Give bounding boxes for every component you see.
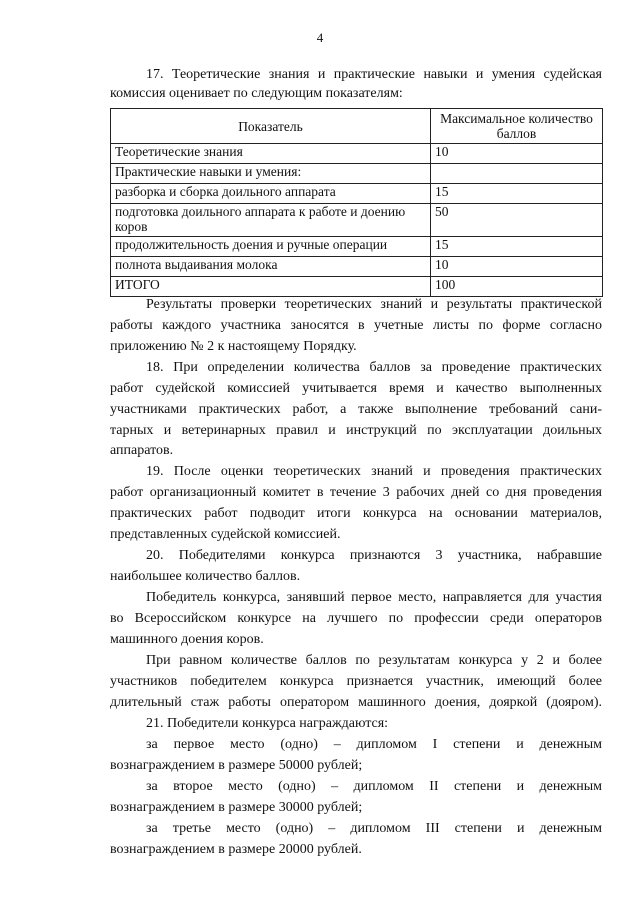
page-number: 4	[316, 30, 324, 45]
body-line: вознаграждением в размере 30000 рублей;	[110, 800, 363, 815]
indicator-cell: продолжительность доения и ручные операции	[111, 237, 431, 257]
table-row	[111, 257, 603, 277]
body-line: 21. Победители конкурса награждаются:	[146, 716, 389, 731]
indicator-cell: подготовка доильного аппарата к работе и доению коров	[111, 204, 431, 237]
table-row	[111, 164, 603, 184]
body-line: практических работ подводит итоги конкурса на основании материалов,	[110, 506, 602, 521]
body-line: тарных и ветеринарных правил и инструкций по эксплуатации доильных	[110, 423, 602, 438]
body-line: за второе место (одно) – дипломом II степени и денежным	[146, 779, 602, 794]
score-cell	[431, 164, 603, 184]
body-line: во Всероссийском конкурсе на лучшего по профессии среди операторов	[110, 611, 602, 626]
table-row	[111, 237, 603, 257]
body-line: Результаты проверки теоретических знаний и результаты практической	[146, 297, 602, 312]
table-row	[111, 204, 603, 237]
body-line: При равном количестве баллов по результатам конкурса у 2 и более	[146, 653, 602, 668]
table-row	[111, 277, 603, 297]
indicator-cell: Практические навыки и умения:	[111, 164, 431, 184]
intro-line: комиссия оценивает по следующим показателям:	[110, 86, 403, 101]
body-line: за третье место (одно) – дипломом III степени и денежным	[146, 821, 602, 836]
indicator-cell: полнота выдаивания молока	[111, 257, 431, 277]
score-cell: 10	[431, 257, 603, 277]
body-line: вознаграждением в размере 20000 рублей.	[110, 842, 362, 857]
body-line: длительный стаж работы оператором машинного доения, дояркой (дояром).	[110, 695, 602, 710]
body-line: приложению № 2 к настоящему Порядку.	[110, 339, 357, 354]
body-line: 19. После оценки теоретических знаний и проведения практических	[146, 464, 602, 479]
body-line: участниками практических работ, а также выполнение требований сани-	[110, 402, 602, 417]
table-header-max-score: Максимальное количество баллов	[431, 109, 603, 144]
criteria-table	[110, 108, 603, 297]
body-line: 20. Победителями конкурса признаются 3 участника, набравшие	[146, 548, 602, 563]
body-line: работы каждого участника заносятся в учетные листы по форме согласно	[110, 318, 602, 333]
score-cell: 15	[431, 184, 603, 204]
indicator-cell: ИТОГО	[111, 277, 431, 297]
body-line: за первое место (одно) – дипломом I степени и денежным	[146, 737, 602, 752]
indicator-cell: разборка и сборка доильного аппарата	[111, 184, 431, 204]
body-line: аппаратов.	[110, 443, 174, 458]
body-line: наибольшее количество баллов.	[110, 569, 301, 584]
body-line: участников победителем конкурса признается участник, имеющий более	[110, 674, 602, 689]
body-line: 18. При определении количества баллов за проведение практических	[146, 360, 602, 375]
table-header-indicator: Показатель	[111, 109, 431, 144]
score-cell: 100	[431, 277, 603, 297]
table-row	[111, 144, 603, 164]
score-cell: 50	[431, 204, 603, 237]
intro-line: 17. Теоретические знания и практические навыки и умения судейская	[146, 67, 602, 82]
body-line: машинного доения коров.	[110, 632, 264, 647]
body-line: работ судейской комиссией учитывается время и качество выполненных	[110, 381, 602, 396]
table-row	[111, 184, 603, 204]
body-line: представленных судейской комиссией.	[110, 527, 341, 542]
body-line: вознаграждением в размере 50000 рублей;	[110, 758, 363, 773]
indicator-cell: Теоретические знания	[111, 144, 431, 164]
body-line: Победитель конкурса, занявший первое место, направляется для участия	[146, 590, 602, 605]
score-cell: 10	[431, 144, 603, 164]
body-line: работ организационный комитет в течение 3 рабочих дней со дня проведения	[110, 485, 602, 500]
score-cell: 15	[431, 237, 603, 257]
